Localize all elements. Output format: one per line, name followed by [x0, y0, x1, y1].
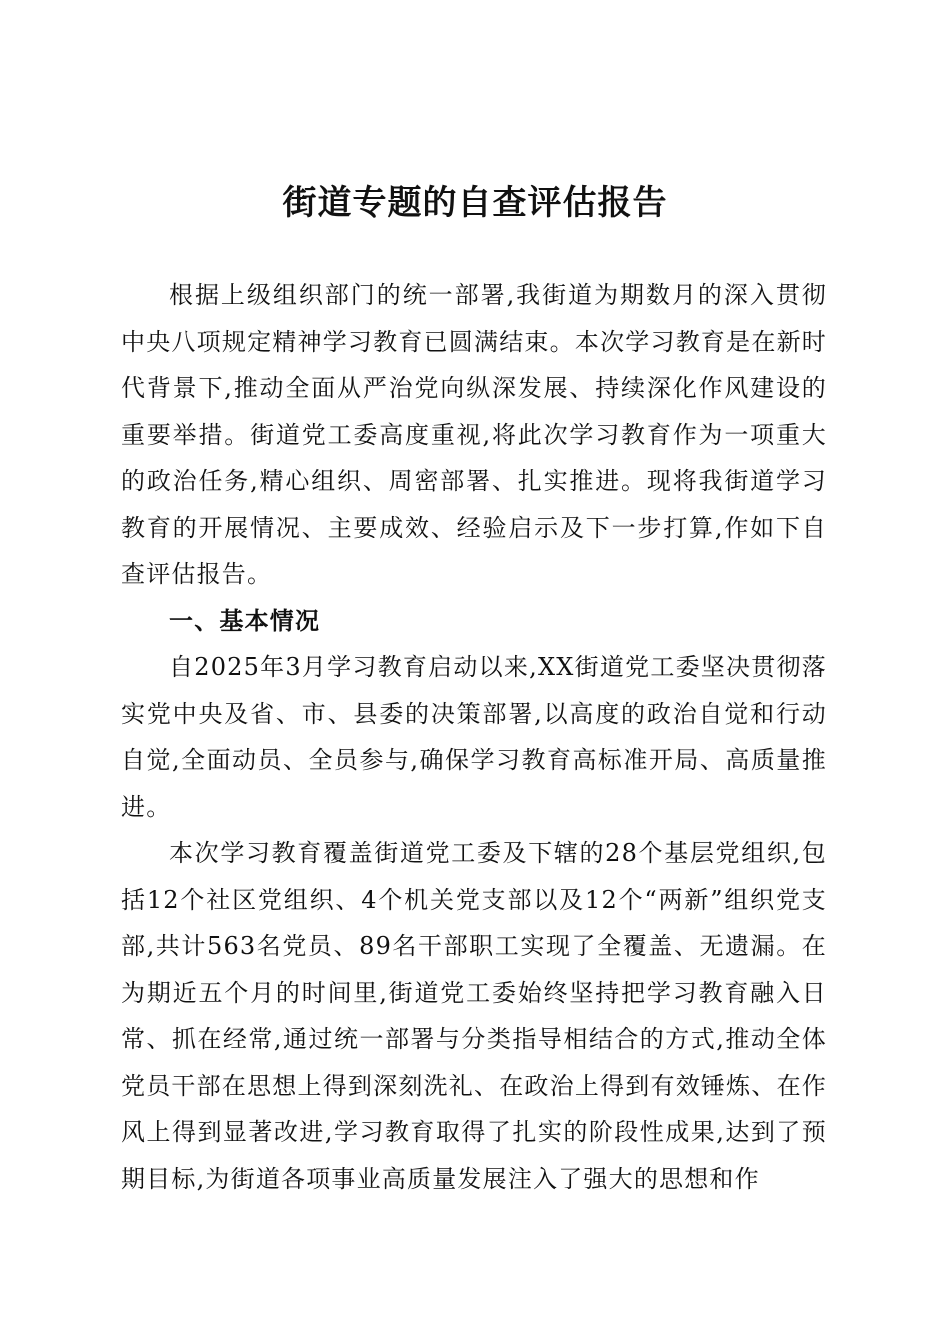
- document-body: [121, 272, 827, 1202]
- coverage-paragraph: 本次学习教育覆盖街道党工委及下辖的28个基层党组织,包括12个社区党组织、4个机关党支部以及12个“两新”组织党支部,共计563名党员、89名干部职工实现了全覆盖、无遗漏。在为期近五个月的时间里,街道党工委始终坚持把学习教育融入日常、抓在经常,通过统一部署与分类指导相结合的方式,推动全体党员干部在思想上得到深刻洗礼、在政治上得到有效锤炼、在作风上得到显著改进,学习教育取得了扎实的阶段性成果,达到了预期目标,为街道各项事业高质量发展注入了强大的思想和作: [121, 839, 827, 1193]
- section-heading-basic-situation: 一、基本情况: [169, 605, 321, 635]
- intro-paragraph: 根据上级组织部门的统一部署,我街道为期数月的深入贯彻中央八项规定精神学习教育已圆满结束。本次学习教育是在新时代背景下,推动全面从严治党向纵深发展、持续深化作风建设的重要举措。街道党工委高度重视,将此次学习教育作为一项重大的政治任务,精心组织、周密部署、扎实推进。现将我街道学习教育的开展情况、主要成效、经验启示及下一步打算,作如下自查评估报告。: [121, 281, 827, 588]
- document-title: 街道专题的自查评估报告: [282, 183, 668, 223]
- basic-situation-paragraph: 自2025年3月学习教育启动以来,XX街道党工委坚决贯彻落实党中央及省、市、县委的决策部署,以高度的政治自觉和行动自觉,全面动员、全员参与,确保学习教育高标准开局、高质量推进。: [121, 653, 827, 821]
